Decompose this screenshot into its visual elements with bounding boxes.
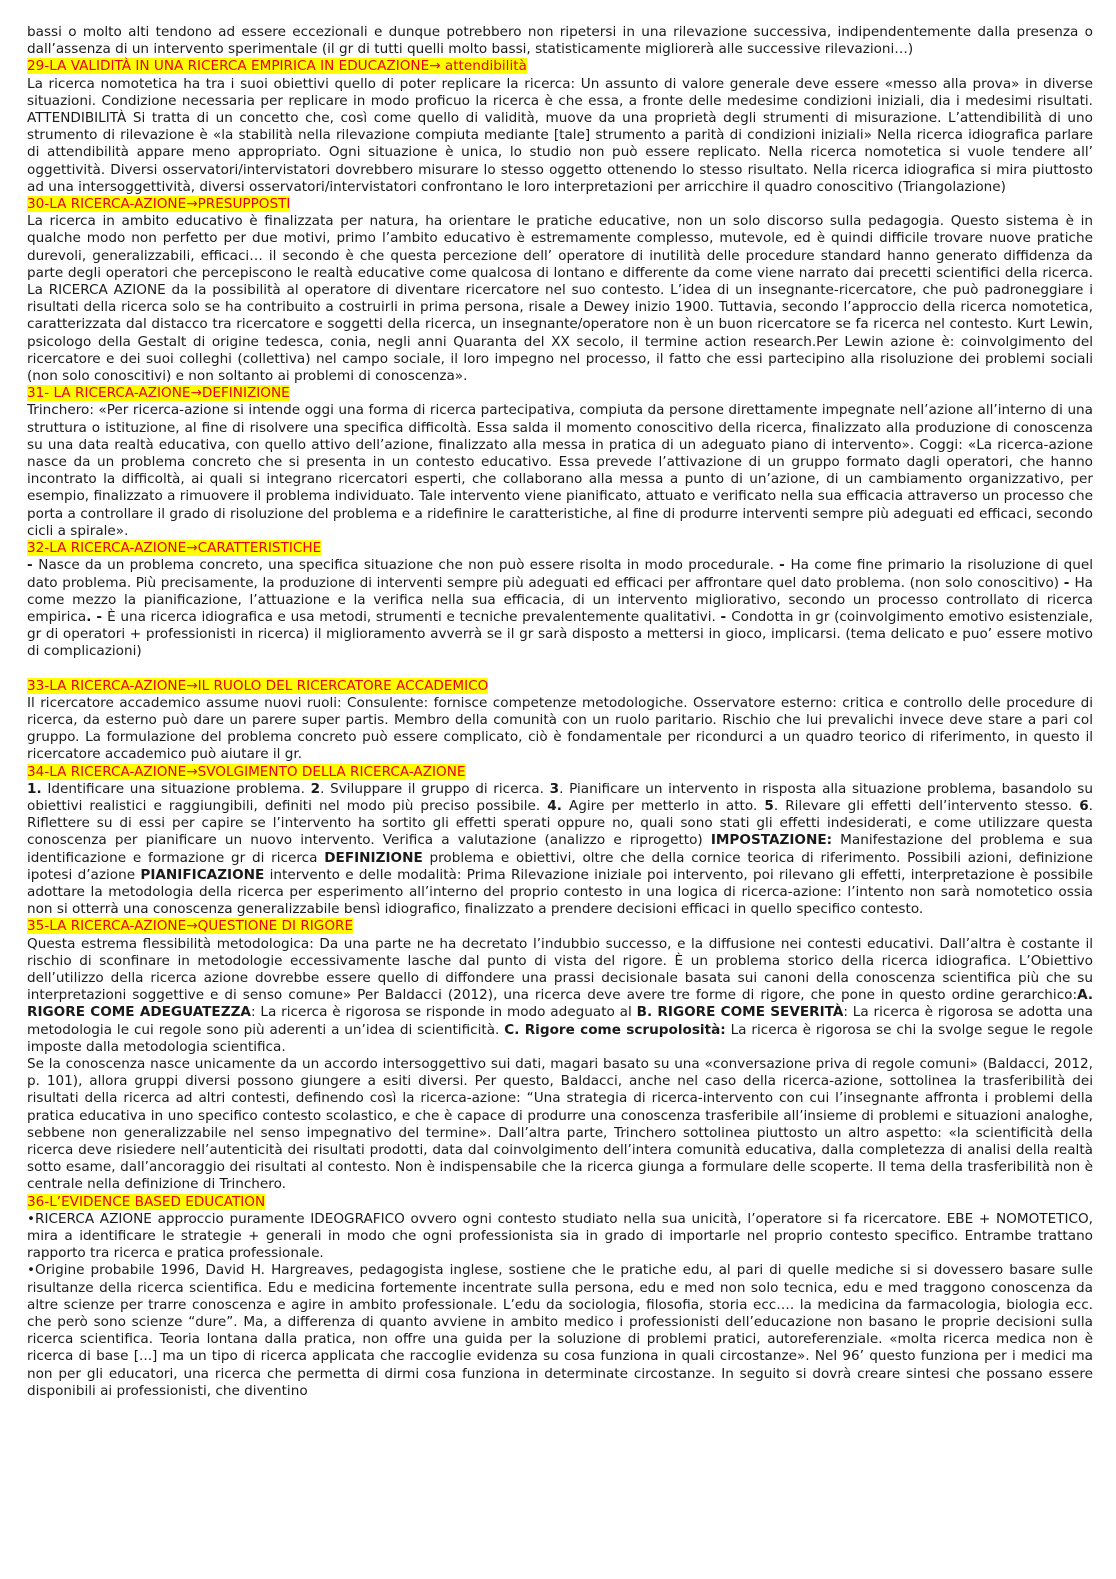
step-number: 2 <box>310 780 321 797</box>
keyword: IMPOSTAZIONE: <box>710 832 833 849</box>
bullet-dash: - <box>779 557 791 574</box>
text-run: Nasce da un problema concreto, una specifica situazione che non può essere risolta in modo procedurale. <box>38 557 780 574</box>
text-run: : La ricerca è rigorosa se risponde in modo adeguato al <box>250 1004 637 1021</box>
section-heading: 34-LA RICERCA-AZIONE→SVOLGIMENTO DELLA RICERCA-AZIONE <box>27 763 466 780</box>
section-body: •Origine probabile 1996, David H. Hargreaves, pedagogista inglese, sostiene che le pratiche edu, al pari di quelle mediche si si dovessero basare sulle risultanze della ricerca scientifica. Edu e medicina fortemente incentrate sulla persona, edu e med non solo tecnica, edu e med traggono conoscenza da altre scienze per trarre conoscenza e agire in ambito professionale. L’edu da sociologia, filosofia, storia ecc…. la medicina da farmacologia, biologia ecc. che però sono scienze “dure”. Ma, a differenza di quanto avviene in ambito medico i professionisti dell’educazione non basano le proprie decisioni sulla ricerca scientifica. Teoria lontana dalla pratica, non offre una guida per la soluzione di problemi pratici, autoreferenziale. «molta ricerca medica non è ricerca di base [...] ma un tipo di ricerca applicata che raccoglie evidenza su cosa funziona in quali circostanze». Nel 96’ questo funziona per i medici ma non per gli educatori, una ricerca che permetta di dirmi cosa funziona in determinate circostanze. In seguito si dovrà creare sintesi che possano essere disponibili ai professionisti, che diventino <box>27 1262 1093 1399</box>
text-run: intervento e delle modalità: Prima Rilevazione iniziale poi intervento, poi rilevano gli effetti, interpretazione è possibile adottare la metodologia della ricerca per esperimento all’interno del proprio contesto in una logica di ricerca-azione: l’intento non sarà nomotetico ossia non si otterrà una conoscenza generalizzabile bensì idiografico, finalizzato a prendere decisioni efficaci in quello specifico contesto. <box>27 866 1094 918</box>
text-run: . Riflettere su di essi per capire se l’intervento ha sortito gli effetti sperati oppure no, quali sono stati gli effetti indesiderati, e come utilizzare questa conoscenza per pianificare un nuovo intervento. Verifica a valutazione (analizzo e riprogetto) <box>27 797 1093 849</box>
keyword: B. RIGORE COME SEVERITÀ <box>636 1004 844 1021</box>
text-run: Identificare una situazione problema. <box>41 780 311 797</box>
text-run: . Sviluppare il gruppo di ricerca. <box>320 780 550 797</box>
keyword: DEFINIZIONE <box>324 849 423 866</box>
text-run: Agire per metterlo in atto. <box>561 797 765 814</box>
text-run: problema e obiettivi, oltre che della cornice teorica di riferimento. Possibili azioni, definizione ipotesi d’azione <box>27 849 1093 883</box>
section-heading: 33-LA RICERCA-AZIONE→IL RUOLO DEL RICERCATORE ACCADEMICO <box>27 677 489 694</box>
text-run: Condotta in gr (coinvolgimento emotivo esistenziale, gr di operatori + professionisti in ricerca) il miglioramento avverrà se il gr sarà disposto a mettersi in gioco, implicarsi. (tema delicato e puo’ essere motivo di complicazioni) <box>27 608 1093 660</box>
section-30 <box>27 196 1093 385</box>
section-32 <box>27 540 1093 660</box>
text-run: . Pianificare un intervento in risposta alla situazione problema, basandolo su obiettivi realistici e raggiungibili, definiti nel modo più preciso possibile. <box>27 780 1094 814</box>
section-heading: 30-LA RICERCA-AZIONE→PRESUPPOSTI <box>27 196 291 213</box>
text-run: : La ricerca è rigorosa se adotta una metodologia le cui regole sono più aderenti a un’idea di scientificità. <box>27 1004 1093 1038</box>
section-body: Trinchero: «Per ricerca-azione si intende oggi una forma di ricerca partecipativa, compiuta da persone direttamente impegnate nell’azione all’interno di una struttura o istituzione, al fine di risolvere una specifica difficoltà. Essa salda il momento conoscitivo della ricerca, finalizzato alla produzione di conoscenza su una data realtà educativa, con quello attivo dell’azione, finalizzato alla messa in pratica di un adeguato piano di intervento». Coggi: «La ricerca-azione nasce da un problema concreto che si presenta in un contesto educativo. Essa prevede l’attivazione di un gruppo formato dagli operatori, che hanno incontrato la difficoltà, ai quali si integrano ricercatori esperti, che collaborano alla messa a punto di un’azione, di un cambiamento organizzativo, per esempio, finalizzato a rimuovere il problema individuato. Tale intervento viene pianificato, attuato e verificato nella sua efficacia attraverso un processo che porta a controllare il grado di risoluzione del problema e a ridefinire le caratteristiche, al fine di produrre interventi sempre più adeguati ed efficaci, secondo cicli a spirale». <box>27 402 1093 539</box>
step-number: 5 <box>764 797 774 814</box>
section-body <box>27 781 1093 919</box>
keyword: PIANIFICAZIONE <box>140 866 265 883</box>
section-35 <box>27 918 1093 1193</box>
section-body: La ricerca nomotetica ha tra i suoi obiettivi quello di poter replicare la ricerca: Un assunto di valore generale deve essere «messo alla prova» in diverse situazioni. Condizione necessaria per replicare in modo proficuo la ricerca è che essa, a fronte delle medesime condizioni iniziali, dia i medesimi risultati. ATTENDIBILITÀ Si tratta di un concetto che, così come quello di validità, muove da una proprietà degli strumenti di misurazione. L’attendibilità di uno strumento di rilevazione è «la stabilità nella rilevazione compiuta mediante [tale] strumento a parità di condizioni iniziali» Nella ricerca idiografica parlare di attendibilità appare meno appropriato. Ogni situazione è unica, lo studio non può essere replicato. Nella ricerca nomotetica si vuole tendere all’ oggettività. Diversi osservatori/intervistatori dovrebbero misurare lo stesso oggetto ottenendo lo stesso risultato. Nella ricerca idiografica si mira piuttosto ad una intersoggettività, diversi osservatori/intervistatori confrontano le loro interpretazioni per arricchire il quadro conoscitivo (Triangolazione) <box>27 75 1093 195</box>
section-heading: 31- LA RICERCA-AZIONE→DEFINIZIONE <box>27 385 290 402</box>
section-36 <box>27 1194 1093 1400</box>
keyword: A. RIGORE COME ADEGUATEZZA <box>27 987 1093 1021</box>
intro-paragraph: bassi o molto alti tendono ad essere eccezionali e dunque potrebbero non ripetersi in una rilevazione successiva, indipendentemente dalla presenza o dall’assenza di un intervento sperimentale (il gr di tutti quelli molto bassi, statisticamente migliorerà alle successive rilevazioni…) <box>27 24 1093 58</box>
blank-line <box>27 661 1093 678</box>
section-body <box>27 557 1093 660</box>
text-run: La ricerca è rigorosa se chi la svolge segue le regole imposte dalla metodologia scientifica. <box>27 1021 1093 1055</box>
text-run: Questa estrema flessibilità metodologica: Da una parte ne ha decretato l’indubbio successo, e la diffusione nei contesti educativi. Dall’altra è costante il rischio di sconfinare in metodologie eccessivamente lasche dal punto di vista del rigore. È un problema storico della ricerca idiografica. L’Obiettivo dell’utilizzo della ricerca azione dovrebbe essere quello di diffondere una prassi decisionale basata sui canoni della conoscenza scientifica più che su interpretazioni soggettive e di senso comune» Per Baldacci (2012), una ricerca deve avere tre forme di rigore, che pone in questo ordine gerarchico: <box>27 935 1093 1004</box>
section-31 <box>27 385 1093 540</box>
section-body <box>27 936 1093 1056</box>
text-run: Manifestazione del problema e sua identificazione e formazione gr di ricerca <box>27 832 1093 866</box>
section-heading: 29-LA VALIDITÀ IN UNA RICERCA EMPIRICA IN EDUCAZIONE→ attendibilità <box>27 58 527 75</box>
text-run: . Rilevare gli effetti dell’intervento stesso. <box>773 797 1080 814</box>
text-run: Ha come mezzo la pianificazione, l’attuazione e la verifica nella sua efficacia, di un intervento migliorativo, secondo un processo controllato di ricerca empirica <box>27 574 1094 625</box>
step-number: 1. <box>27 780 42 797</box>
keyword: C. Rigore come scrupolosità: <box>504 1021 726 1038</box>
section-body: La ricerca in ambito educativo è finalizzata per natura, ha orientare le pratiche educative, non un solo discorso sulla pedagogia. Questo sistema è in qualche modo non perfetto per due motivi, primo l’ambito educativo è estremamente complesso, mutevole, ed è quindi difficile trovare nuove pratiche durevoli, generalizzabili, efficaci… il secondo è che questa percezione dell’ operatore di inutilità delle procedure standard hanno generato diffidenza da parte degli operatori che percepiscono le realtà educative come qualcosa di lontano e differente da come viene narrato dai precetti scientifici della ricerca. La RICERCA AZIONE da la possibilità al operatore di diventare ricercatore nel suo contesto. L’idea di un insegnante-ricercatore, che può padroneggiare i risultati della ricerca solo se ha contribuito a costruirli in prima persona, risale a Dewey inizio 1900. Tuttavia, secondo l’approccio della ricerca nomotetica, caratterizzata dal distacco tra ricercatore e soggetti della ricerca, un insegnante/operatore non è un buon ricercatore se fa ricerca nel contesto. Kurt Lewin, psicologo della Gestalt di origine tedesca, conia, negli anni Quaranta del XX secolo, il termine action research.Per Lewin azione è: coinvolgimento del ricercatore e dei suoi colleghi (collettiva) nel campo sociale, il loro impegno nel processo, il fatto che essi partecipino alla risoluzione dei problemi sociali (non solo conoscitivi) e non soltanto ai problemi di conoscenza». <box>27 213 1093 385</box>
section-body: •RICERCA AZIONE approccio puramente IDEOGRAFICO ovvero ogni contesto studiato nella sua unicità, l’operatore si fa ricercatore. EBE + NOMOTETICO, mira a identificare le strategie + generali in modo che ogni professionista sia in grado di importarle nel proprio contesto specifico. Entrambe trattano rapporto tra ricerca e pratica professionale. <box>27 1210 1093 1262</box>
section-33 <box>27 678 1093 764</box>
step-number: 6 <box>1079 797 1089 814</box>
section-heading: 36-L’EVIDENCE BASED EDUCATION <box>27 1193 266 1210</box>
text-run: Ha come fine primario la risoluzione di quel dato problema. Più precisamente, la produzione di interventi sempre più adeguati ed efficaci per affrontare quel dato problema. (non solo conoscitivo) <box>27 557 1094 591</box>
section-29 <box>27 58 1093 196</box>
text-run: È una ricerca idiografica e usa metodi, strumenti e tecniche prevalentemente qualitativi. <box>107 608 721 625</box>
bullet-dash: - <box>720 608 732 625</box>
document-page <box>27 24 1093 1400</box>
section-body: Il ricercatore accademico assume nuovi ruoli: Consulente: fornisce competenze metodologiche. Osservatore esterno: critica e controllo delle procedure di ricerca, da esterno può dare un parere super partis. Membro della comunità con un ruolo paritario. Rischio che lui prevalichi invece deve stare a pari col gruppo. La formulazione del problema concreto può essere complicato, ciò è fondamentale per ricondurci a un quadro teorico di riferimento, in questo il ricercatore accademico può aiutare il gr. <box>27 694 1093 763</box>
section-heading: 32-LA RICERCA-AZIONE→CARATTERISTICHE <box>27 540 322 557</box>
bullet-dash: . - <box>86 608 108 625</box>
section-heading: 35-LA RICERCA-AZIONE→QUESTIONE DI RIGORE <box>27 918 354 935</box>
bullet-dash: - <box>27 557 39 574</box>
step-number: 3 <box>549 780 560 797</box>
section-34 <box>27 764 1093 919</box>
section-body: Se la conoscenza nasce unicamente da un accordo intersoggettivo sui dati, magari basato su una «conversazione priva di regole comuni» (Baldacci, 2012, p. 101), allora gruppi diversi possono giungere a esiti diversi. Per questo, Baldacci, anche nel caso della ricerca-azione, sottolinea la trasferibilità dei risultati della ricerca ad altri contesti, definendo così la ricerca-azione: “Una strategia di ricerca-intervento con cui l’insegnante affronta i problemi della pratica educativa in uno specifico contesto scolastico, e che è capace di produrre una conoscenza trasferibile all’insieme di problemi e situazioni analoghe, sebbene non generalizzabile nel senso impegnativo del termine». Dall’altra parte, Trinchero sottolinea piuttosto un altro aspetto: «la scientificità della ricerca deve risiedere nell’autenticità dei risultati prodotti, data dal coinvolgimento dell’intera comunità educativa, dalla completezza di analisi della realtà sotto esame, dall’ancoraggio dei risultati al contesto. Non è indispensabile che la ricerca giunga a formulare delle scoperte. Il tema della trasferibilità non è centrale nella definizione di Trinchero. <box>27 1055 1093 1193</box>
step-number: 4. <box>547 797 562 814</box>
bullet-dash: - <box>1063 574 1075 591</box>
